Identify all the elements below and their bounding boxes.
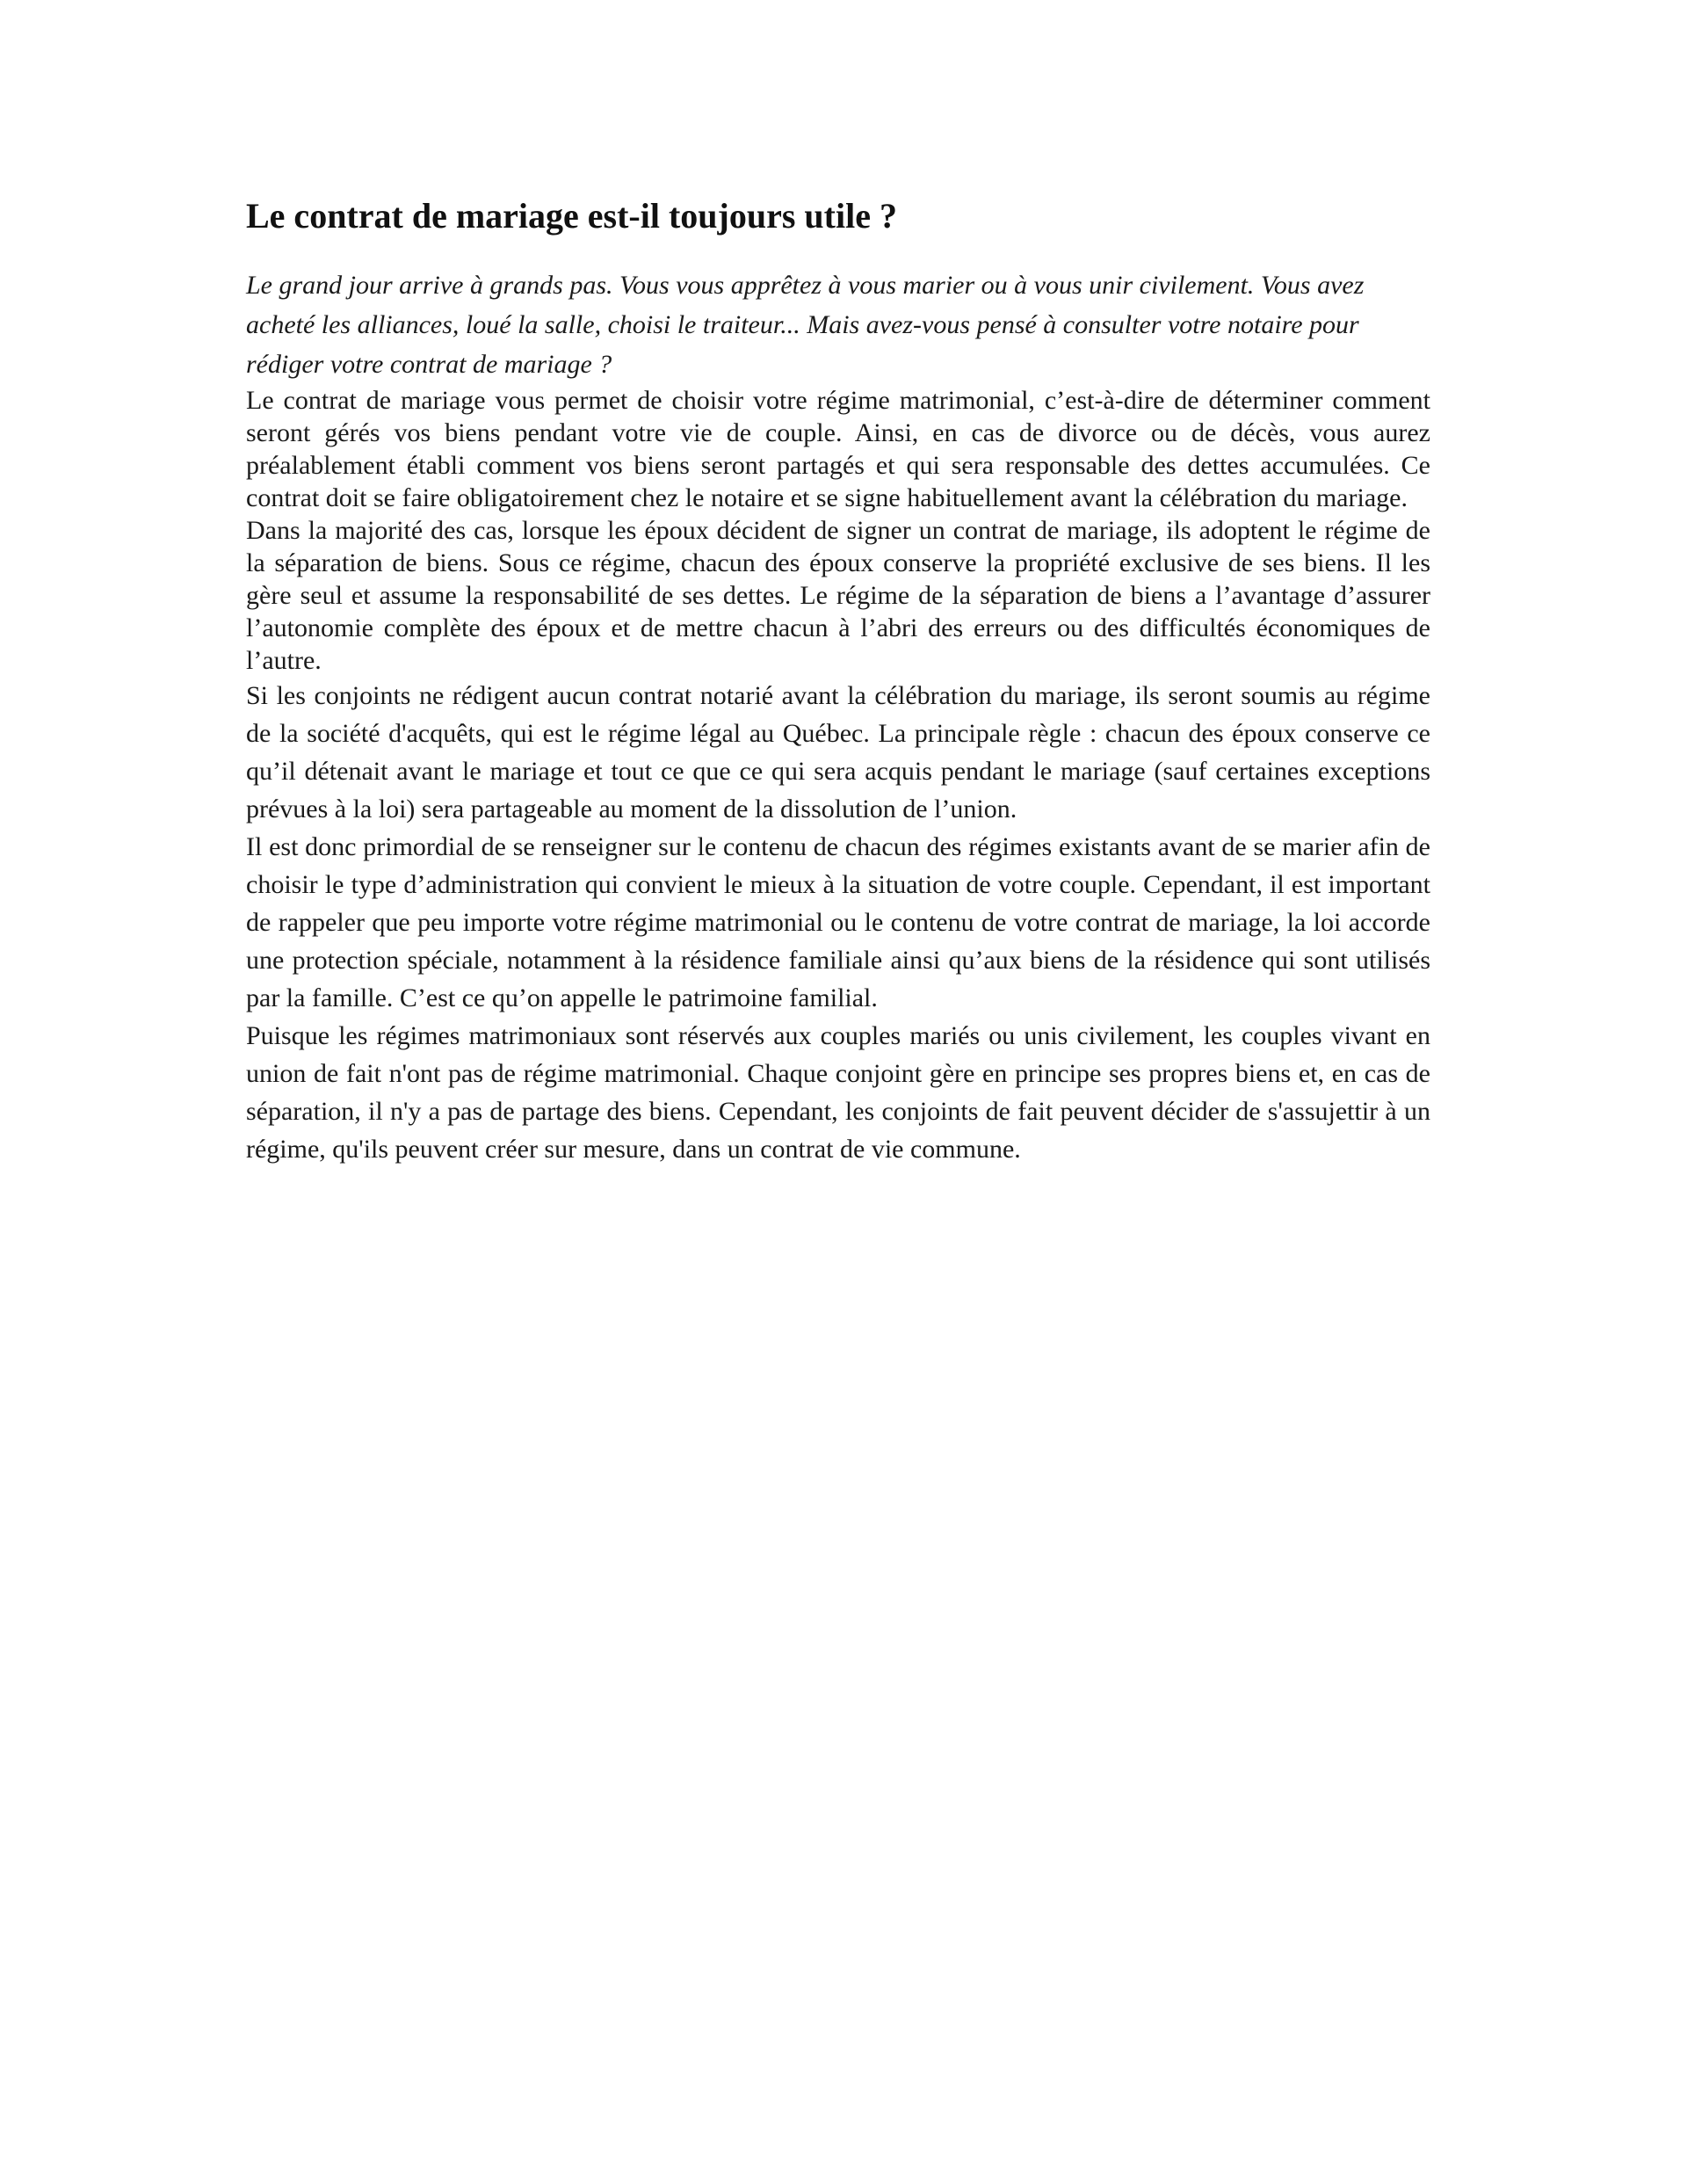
paragraph-societe-acquets: Si les conjoints ne rédigent aucun contrat notarié avant la célébration du mariage, ils seront soumis au régime de la société d'acquêts, qui est le régime légal au Québec. La principale règle : chacun des époux conserve ce qu’il détenait avant le mariage et tout ce que ce qui sera acquis pendant le mariage (sauf certaines exceptions prévues à la loi) sera partageable au moment de la dissolution de l’union.: [246, 681, 1430, 824]
document-title: Le contrat de mariage est-il toujours utile ?: [246, 196, 897, 236]
paragraph-separation-de-biens: Dans la majorité des cas, lorsque les époux décident de signer un contrat de mariage, ils adoptent le régime de la séparation de biens. Sous ce régime, chacun des époux conserve la propriété exclusive de ses biens. Il les gère seul et assume la responsabilité de ses dettes. Le régime de la séparation de biens a l’avantage d’assurer l’autonomie complète des époux et de mettre chacun à l’abri des erreurs ou des difficultés économiques de l’autre.: [246, 516, 1430, 675]
document-page: [246, 193, 1430, 1168]
paragraph-patrimoine-familial: Il est donc primordial de se renseigner sur le contenu de chacun des régimes existants avant de se marier afin de choisir le type d’administration qui convient le mieux à la situation de votre couple. Cependant, il est important de rappeler que peu importe votre régime matrimonial ou le contenu de votre contrat de mariage, la loi accorde une protection spéciale, notamment à la résidence familiale ainsi qu’aux biens de la résidence qui sont utilisés par la famille. C’est ce qu’on appelle le patrimoine familial.: [246, 832, 1430, 1012]
intro-paragraph: Le grand jour arrive à grands pas. Vous vous apprêtez à vous marier ou à vous unir civilement. Vous avez acheté les alliances, loué la salle, choisi le traiteur... Mais avez-vous pensé à consulter votre notaire pour rédiger votre contrat de mariage ?: [246, 271, 1365, 379]
paragraph-contrat-de-mariage: Le contrat de mariage vous permet de choisir votre régime matrimonial, c’est-à-dire de déterminer comment seront gérés vos biens pendant votre vie de couple. Ainsi, en cas de divorce ou de décès, vous aurez préalablement établi comment vos biens seront partagés et qui sera responsable des dettes accumulées. Ce contrat doit se faire obligatoirement chez le notaire et se signe habituellement avant la célébration du mariage.: [246, 386, 1430, 512]
paragraph-union-de-fait: Puisque les régimes matrimoniaux sont réservés aux couples mariés ou unis civilement, les couples vivant en union de fait n'ont pas de régime matrimonial. Chaque conjoint gère en principe ses propres biens et, en cas de séparation, il n'y a pas de partage des biens. Cependant, les conjoints de fait peuvent décider de s'assujettir à un régime, qu'ils peuvent créer sur mesure, dans un contrat de vie commune.: [246, 1021, 1430, 1164]
